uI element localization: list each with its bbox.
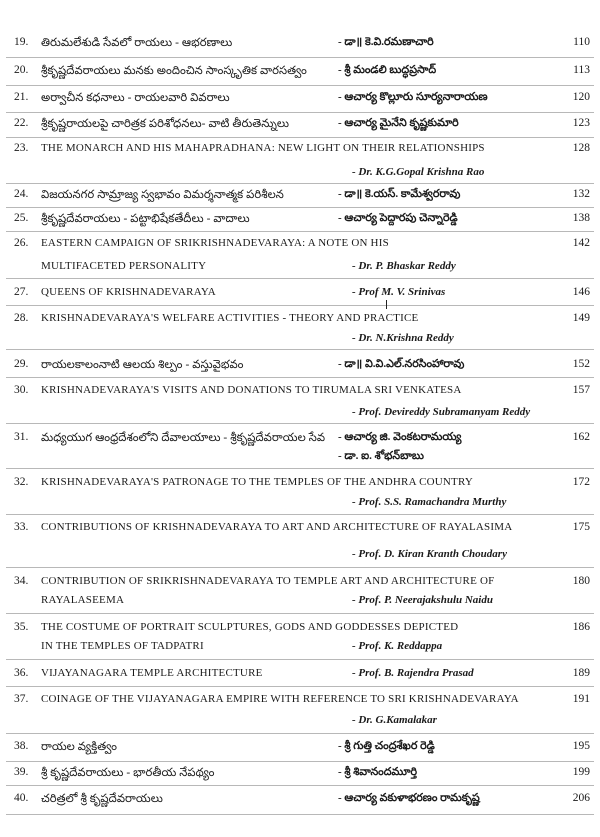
entry-number: 21.: [14, 91, 29, 103]
entry-title: తిరుమలేశుడి సేవలో రాయలు - ఆభరణాలు: [41, 37, 233, 49]
entry-number: 40.: [14, 792, 29, 804]
separator: [6, 183, 594, 184]
entry-author: - శ్రీ మండలి బుద్ధప్రసాద్: [338, 64, 437, 76]
entry-author: - ఆచార్య జి. వెంకటరామయ్య: [338, 431, 462, 443]
entry-page-number: 195: [572, 740, 590, 752]
entry-author: - శ్రీ శివానందమూర్తి: [338, 766, 418, 778]
separator: [6, 305, 594, 306]
entry-number: 30.: [14, 384, 29, 396]
entry-author: - డా॥ వి.వి.ఎల్.నరసింహారావు: [338, 358, 465, 370]
entry-page-number: 110: [573, 36, 590, 48]
entry-number: 19.: [14, 36, 29, 48]
entry-author: - ఆచార్య మైనేని కృష్ణకుమారి: [338, 117, 459, 129]
entry-page-number: 162: [572, 431, 590, 443]
entry-author: - శ్రీ గుత్తి చంద్రశేఖర రెడ్డి: [338, 740, 435, 752]
entry-number: 39.: [14, 766, 29, 778]
entry-title: KRISHNADEVARAYA'S VISITS AND DONATIONS TO TIRUMALA SRI VENKATESA: [41, 384, 462, 396]
entry-page-number: 152: [572, 358, 590, 370]
entry-number: 28.: [14, 312, 29, 324]
entry-author: - ఆచార్య వకుళాభరణం రామకృష్ణ: [338, 792, 480, 804]
separator: [6, 231, 594, 232]
entry-number: 36.: [14, 667, 29, 679]
entry-number: 32.: [14, 476, 29, 488]
entry-number: 27.: [14, 286, 29, 298]
entry-author: - Prof. D. Kiran Kranth Choudary: [352, 548, 507, 560]
separator: [6, 85, 594, 86]
entry-author-2: - డా. ఐ. శోభన్‌బాబు: [338, 450, 424, 462]
entry-title: VIJAYANAGARA TEMPLE ARCHITECTURE: [41, 667, 263, 679]
entry-title: KRISHNADEVARAYA'S PATRONAGE TO THE TEMPLES OF THE ANDHRA COUNTRY: [41, 476, 474, 488]
entry-author: - Dr. N.Krishna Reddy: [352, 332, 454, 344]
entry-number: 22.: [14, 117, 29, 129]
entry-page-number: 146: [572, 286, 590, 298]
entry-title: రాయలకాలంనాటి ఆలయ శిల్పం - వస్తువైభవం: [41, 359, 244, 371]
entry-number: 34.: [14, 575, 29, 587]
entry-author: - డా॥ కె.యస్. కామేశ్వరరావు: [338, 188, 461, 200]
entry-page-number: 142: [572, 237, 590, 249]
entry-author: - ఆచార్య కొల్లూరు సూర్యనారాయణ: [338, 91, 488, 103]
entry-title: శ్రీకృష్ణదేవరాయలు మనకు అందించిన సాంస్కృతిక వారసత్వం: [41, 65, 307, 77]
entry-number: 33.: [14, 521, 29, 533]
separator: [6, 423, 594, 424]
entry-page-number: 189: [572, 667, 590, 679]
entry-title-line-2: MULTIFACETED PERSONALITY: [41, 260, 207, 272]
entry-title: THE COSTUME OF PORTRAIT SCULPTURES, GODS AND GODDESSES DEPICTED: [41, 621, 459, 633]
entry-title: CONTRIBUTIONS OF KRISHNADEVARAYA TO ART AND ARCHITECTURE OF RAYALASIMA: [41, 521, 513, 533]
entry-author: - Dr. G.Kamalakar: [352, 714, 437, 726]
entry-page-number: 120: [572, 91, 590, 103]
entry-title: అర్వాచీన కధనాలు - రాయలవారి వివరాలు: [41, 92, 230, 104]
separator: [6, 733, 594, 734]
entry-title: THE MONARCH AND HIS MAHAPRADHANA: NEW LIGHT ON THEIR RELATIONSHIPS: [41, 142, 485, 154]
entry-page-number: 149: [572, 312, 590, 324]
entry-page-number: 172: [572, 476, 590, 488]
entry-number: 20.: [14, 64, 29, 76]
entry-title: రాయల వ్యక్తిత్వం: [41, 741, 117, 753]
entry-page-number: 123: [572, 117, 590, 129]
entry-page-number: 199: [572, 766, 590, 778]
entry-author: - Prof. Devireddy Subramanyam Reddy: [352, 406, 531, 418]
separator: [6, 207, 594, 208]
entry-author: - Dr. K.G.Gopal Krishna Rao: [352, 166, 485, 178]
entry-number: 37.: [14, 693, 29, 705]
separator: [6, 613, 594, 614]
entry-title: విజయనగర సామ్రాజ్య స్వభావం విమర్శనాత్మక పరిశీలన: [41, 189, 284, 201]
entry-number: 29.: [14, 358, 29, 370]
entry-author: - Prof. B. Rajendra Prasad: [352, 667, 474, 679]
separator: [6, 278, 594, 279]
entry-author: - ఆచార్య పెద్దారపు చెన్నారెడ్డి: [338, 212, 458, 224]
entry-number: 35.: [14, 621, 29, 633]
entry-number: 23.: [14, 142, 29, 154]
separator: [6, 686, 594, 687]
entry-title-line-2: RAYALASEEMA: [41, 594, 125, 606]
separator: [6, 567, 594, 568]
separator: [6, 785, 594, 786]
entry-author: - Prof. K. Reddappa: [352, 640, 443, 652]
entry-page-number: 138: [572, 212, 590, 224]
entry-number: 31.: [14, 431, 29, 443]
entry-title: శ్రీకృష్ణరాయలపై చారిత్రక పరిశోధనలు- వాటి తీరుతెన్నులు: [41, 118, 290, 130]
entry-title: CONTRIBUTION OF SRIKRISHNADEVARAYA TO TEMPLE ART AND ARCHITECTURE OF: [41, 575, 495, 587]
entry-number: 38.: [14, 740, 29, 752]
entry-author: - Prof. S.S. Ramachandra Murthy: [352, 496, 507, 508]
entry-page-number: 175: [572, 521, 590, 533]
separator: [6, 112, 594, 113]
separator: [6, 349, 594, 350]
separator: [6, 514, 594, 515]
entry-title: శ్రీకృష్ణదేవరాయలు - పట్టాభిషేకతేదీలు - వాదాలు: [41, 213, 250, 225]
entry-page-number: 206: [572, 792, 590, 804]
entry-author: - Dr. P. Bhaskar Reddy: [352, 260, 456, 272]
entry-page-number: 191: [572, 693, 590, 705]
separator: [6, 377, 594, 378]
entry-page-number: 186: [572, 621, 590, 633]
entry-page-number: 180: [572, 575, 590, 587]
entry-number: 24.: [14, 188, 29, 200]
entry-title: KRISHNADEVARAYA'S WELFARE ACTIVITIES - THEORY AND PRACTICE: [41, 312, 419, 324]
entry-author: - డా॥ కె.వి.రమణాచారి: [338, 36, 434, 48]
entry-title: మధ్యయుగ ఆంధ్రదేశంలోని దేవాలయాలు - శ్రీకృష్ణదేవరాయల సేవ: [41, 432, 326, 444]
entry-number: 26.: [14, 237, 29, 249]
entry-title: QUEENS OF KRISHNADEVARAYA: [41, 286, 216, 298]
entry-page-number: 128: [572, 142, 590, 154]
entry-number: 25.: [14, 212, 29, 224]
separator: [6, 137, 594, 138]
entry-title: చరిత్రలో శ్రీ కృష్ణదేవరాయలు: [41, 793, 163, 805]
separator: [6, 57, 594, 58]
entry-title-line-2: IN THE TEMPLES OF TADPATRI: [41, 640, 204, 652]
entry-title: శ్రీ కృష్ణదేవరాయలు - భారతీయ నేపథ్యం: [41, 767, 215, 779]
separator: [6, 761, 594, 762]
entry-author: - Prof. P. Neerajakshulu Naidu: [352, 594, 493, 606]
entry-title: EASTERN CAMPAIGN OF SRIKRISHNADEVARAYA: A NOTE ON HIS: [41, 237, 389, 249]
print-mark: [386, 300, 387, 309]
entry-page-number: 132: [572, 188, 590, 200]
entry-title: COINAGE OF THE VIJAYANAGARA EMPIRE WITH REFERENCE TO SRI KRISHNADEVARAYA: [41, 693, 519, 705]
separator: [6, 659, 594, 660]
entry-page-number: 113: [573, 64, 590, 76]
entry-author: - Prof M. V. Srinivas: [352, 286, 446, 298]
separator: [6, 468, 594, 469]
entry-page-number: 157: [572, 384, 590, 396]
separator: [6, 814, 594, 815]
